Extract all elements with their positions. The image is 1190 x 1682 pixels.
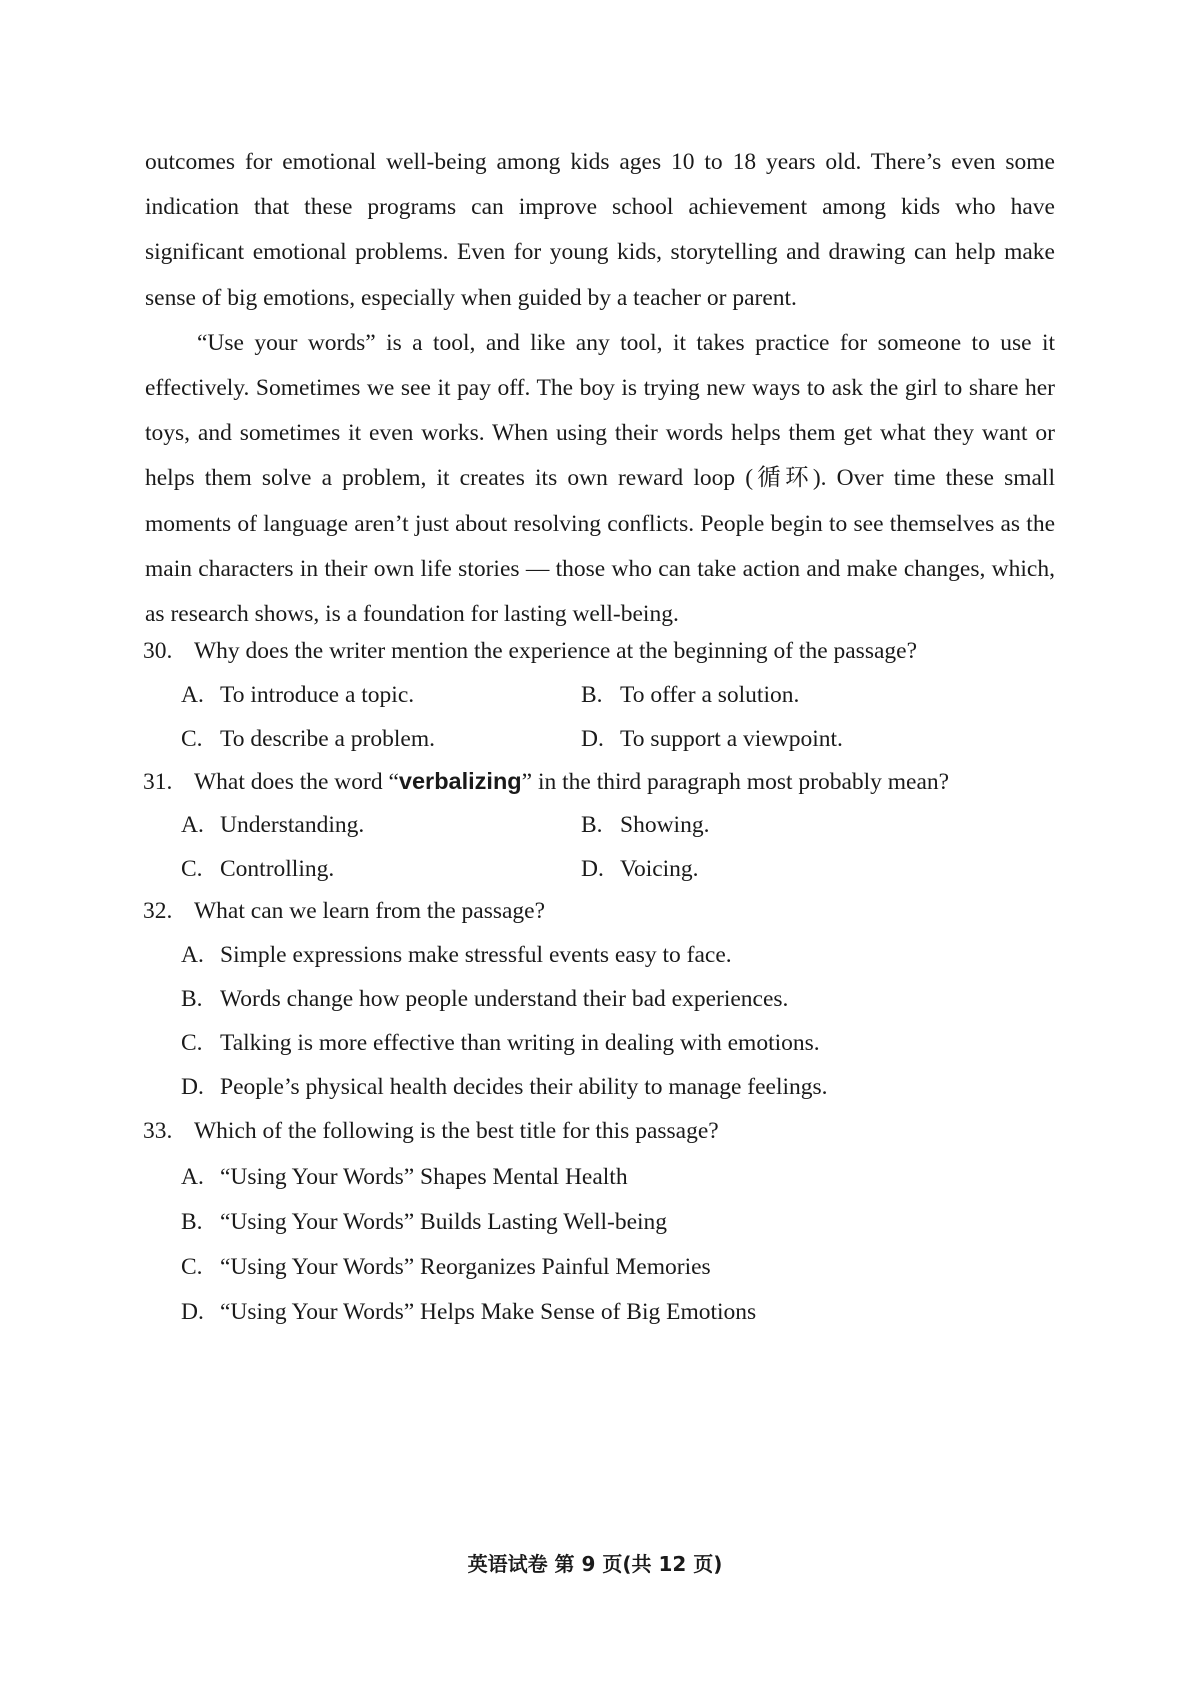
option-b[interactable]: B. To offer a solution. <box>581 682 800 708</box>
option-c[interactable]: C. Controlling. <box>181 856 335 882</box>
question-stem: Why does the writer mention the experience at the beginning of the passage? <box>194 638 918 664</box>
question-32 <box>143 898 545 925</box>
option-c[interactable]: C. “Using Your Words” Reorganizes Painful Memories <box>181 1254 711 1280</box>
question-number: 31. <box>143 769 173 795</box>
option-c[interactable]: C. To describe a problem. <box>181 726 435 752</box>
option-a[interactable]: A. Understanding. <box>181 812 365 838</box>
question-30 <box>143 638 917 665</box>
option-a[interactable]: A. “Using Your Words” Shapes Mental Health <box>181 1164 628 1190</box>
question-number: 33. <box>143 1118 173 1144</box>
question-stem-end: ” in the third paragraph most probably mean? <box>521 769 950 795</box>
question-33 <box>143 1118 719 1145</box>
option-d[interactable]: D. “Using Your Words” Helps Make Sense of Big Emotions <box>181 1299 757 1325</box>
keyword-verbalizing: verbalizing <box>398 768 522 794</box>
option-b[interactable]: B. Words change how people understand their bad experiences. <box>181 986 789 1012</box>
question-stem: What can we learn from the passage? <box>194 898 546 924</box>
question-31 <box>143 768 949 796</box>
option-a[interactable]: A. Simple expressions make stressful events easy to face. <box>181 942 732 968</box>
option-b[interactable]: B. “Using Your Words” Builds Lasting Well-being <box>181 1209 668 1235</box>
option-b[interactable]: B. Showing. <box>581 812 710 838</box>
passage-paragraph: “Use your words” is a tool, and like any tool, it takes practice for someone to use it effectively. Sometimes we see it pay off. The boy is trying new ways to ask the girl to share her toys, and sometimes it even works. When using their words helps them get what they want or helps them solve a problem, it creates its own reward loop (循环). Over time these small moments of language aren’t just about resolving conflicts. People begin to see themselves as the main characters in their own life stories — those who can take action and make changes, which, as research shows, is a foundation for lasting well-being. <box>145 329 1055 628</box>
option-d[interactable]: D. People’s physical health decides their ability to manage feelings. <box>181 1074 828 1100</box>
option-a[interactable]: A. To introduce a topic. <box>181 682 415 708</box>
option-c[interactable]: C. Talking is more effective than writing in dealing with emotions. <box>181 1030 820 1056</box>
question-number: 32. <box>143 898 173 924</box>
question-stem: Which of the following is the best title for this passage? <box>194 1118 719 1144</box>
reading-passage <box>145 140 1055 637</box>
page-footer: 英语试卷 第 9 页(共 12 页) <box>467 1552 723 1576</box>
option-d[interactable]: D. To support a viewpoint. <box>581 726 843 752</box>
passage-paragraph: outcomes for emotional well-being among kids ages 10 to 18 years old. There’s even some indication that these programs can improve school achievement among kids who have significant emotional problems. Even for young kids, storytelling and drawing can help make sense of big emotions, especially when guided by a teacher or parent. <box>145 149 1055 311</box>
question-stem-start: What does the word “ <box>194 769 399 795</box>
option-d[interactable]: D. Voicing. <box>581 856 699 882</box>
question-number: 30. <box>143 638 173 664</box>
